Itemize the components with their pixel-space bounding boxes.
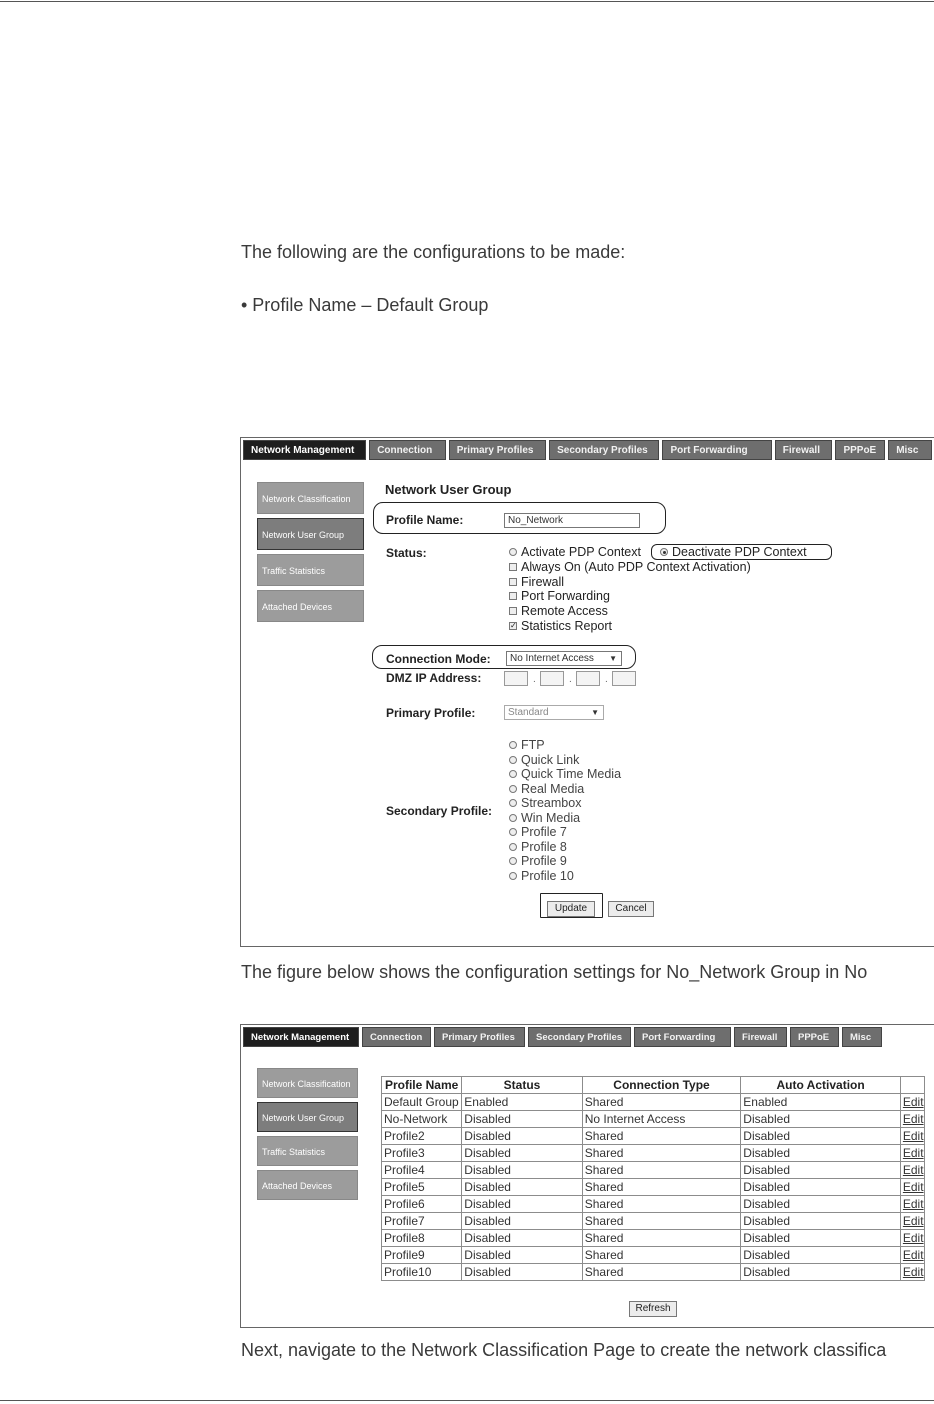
tab-bar xyxy=(243,1027,932,1047)
column-header: Auto Activation xyxy=(741,1077,901,1094)
table-cell: Profile5 xyxy=(382,1179,462,1196)
tab-firewall[interactable]: Firewall xyxy=(734,1027,787,1047)
primary-profile-select[interactable] xyxy=(504,705,604,720)
intro-text: The following are the configurations to be made: xyxy=(241,242,626,262)
edit-link[interactable]: Edit xyxy=(900,1264,924,1281)
table-cell: Disabled xyxy=(462,1247,582,1264)
tab-pppoe[interactable]: PPPoE xyxy=(790,1027,839,1047)
sidebar xyxy=(257,1068,358,1200)
next-text: Next, navigate to the Network Classification Page to create the network classifica xyxy=(241,1340,887,1360)
table-cell: Shared xyxy=(582,1128,741,1145)
sidebar xyxy=(257,482,364,622)
sidebar-item-traffic-statistics[interactable]: Traffic Statistics xyxy=(257,554,364,586)
edit-link[interactable]: Edit xyxy=(900,1196,924,1213)
table-cell: Profile9 xyxy=(382,1247,462,1264)
tab-port-forwarding[interactable]: Port Forwarding xyxy=(662,440,771,460)
dmz-dot-1: . xyxy=(533,674,536,685)
edit-link[interactable]: Edit xyxy=(900,1094,924,1111)
table-cell: Disabled xyxy=(462,1213,582,1230)
connection-mode-label: Connection Mode: xyxy=(386,652,491,666)
table-row xyxy=(382,1196,925,1213)
table-row xyxy=(382,1230,925,1247)
always-on-label: Always On (Auto PDP Context Activation) xyxy=(521,560,751,574)
edit-link[interactable]: Edit xyxy=(900,1145,924,1162)
table-cell: Shared xyxy=(582,1247,741,1264)
secondary-profile-8[interactable] xyxy=(509,840,567,854)
section-title: Network User Group xyxy=(385,482,512,497)
column-header: Connection Type xyxy=(582,1077,741,1094)
status-activate-option[interactable] xyxy=(509,545,641,559)
table-row xyxy=(382,1111,925,1128)
tab-secondary-profiles[interactable]: Secondary Profiles xyxy=(549,440,659,460)
table-cell: Shared xyxy=(582,1230,741,1247)
table-cell: Disabled xyxy=(462,1179,582,1196)
tab-connection[interactable]: Connection xyxy=(369,440,446,460)
table-row xyxy=(382,1179,925,1196)
table-row xyxy=(382,1247,925,1264)
dmz-label: DMZ IP Address: xyxy=(386,671,482,685)
dmz-dot-3: . xyxy=(605,674,608,685)
firewall-label: Firewall xyxy=(521,575,565,589)
table-cell: Enabled xyxy=(741,1094,901,1111)
dmz-octet-1[interactable] xyxy=(504,671,528,686)
quick-time-media-radio[interactable] xyxy=(509,770,517,778)
column-header: Status xyxy=(462,1077,582,1094)
profile-9-label: Profile 9 xyxy=(521,854,567,868)
figure-network-user-group-table xyxy=(240,1024,934,1328)
secondary-streambox[interactable] xyxy=(509,796,581,810)
table-cell: Disabled xyxy=(741,1111,901,1128)
status-deactivate-option[interactable] xyxy=(660,545,807,559)
table-cell: Shared xyxy=(582,1264,741,1281)
refresh-button[interactable]: Refresh xyxy=(629,1301,677,1317)
bottom-rule xyxy=(0,1400,934,1401)
table-cell: Disabled xyxy=(741,1145,901,1162)
table-cell: Disabled xyxy=(462,1196,582,1213)
tab-secondary-profiles[interactable]: Secondary Profiles xyxy=(528,1027,631,1047)
deactivate-radio[interactable] xyxy=(660,548,668,556)
table-cell: Disabled xyxy=(462,1264,582,1281)
streambox-label: Streambox xyxy=(521,796,582,810)
secondary-quick-link[interactable] xyxy=(509,753,579,767)
table-cell: No Internet Access xyxy=(582,1111,741,1128)
tab-primary-profiles[interactable]: Primary Profiles xyxy=(449,440,546,460)
table-cell: Shared xyxy=(582,1179,741,1196)
profile-name-label: Profile Name: xyxy=(386,513,464,527)
table-row xyxy=(382,1094,925,1111)
remote-access-checkbox[interactable] xyxy=(509,604,608,618)
table-cell: Profile8 xyxy=(382,1230,462,1247)
edit-link[interactable]: Edit xyxy=(900,1162,924,1179)
network-user-group-table xyxy=(381,1076,925,1281)
table-cell: Profile10 xyxy=(382,1264,462,1281)
quick-link-radio[interactable] xyxy=(509,756,517,764)
profile-7-label: Profile 7 xyxy=(521,825,567,839)
always-on-checkbox[interactable] xyxy=(509,560,751,574)
secondary-real-media[interactable] xyxy=(509,782,584,796)
table-row xyxy=(382,1264,925,1281)
firewall-checkbox[interactable] xyxy=(509,575,564,589)
tab-connection[interactable]: Connection xyxy=(362,1027,431,1047)
firewall-box[interactable] xyxy=(509,578,517,586)
table-cell: Profile7 xyxy=(382,1213,462,1230)
table-cell: No-Network xyxy=(382,1111,462,1128)
caption-text: The figure below shows the configuration settings for No_Network Group in No xyxy=(241,962,868,982)
table-cell: Profile3 xyxy=(382,1145,462,1162)
secondary-profile-7[interactable] xyxy=(509,825,567,839)
secondary-quick-time-media[interactable] xyxy=(509,767,621,781)
edit-link[interactable]: Edit xyxy=(900,1213,924,1230)
win-media-radio[interactable] xyxy=(509,814,517,822)
edit-link[interactable]: Edit xyxy=(900,1247,924,1264)
statistics-report-checkbox[interactable] xyxy=(509,619,612,633)
table-cell: Disabled xyxy=(741,1196,901,1213)
figure-network-user-group-form xyxy=(240,437,934,947)
update-button[interactable]: Update xyxy=(547,901,595,917)
sidebar-item-network-classification[interactable]: Network Classification xyxy=(257,1068,358,1098)
remote-access-label: Remote Access xyxy=(521,604,608,618)
edit-link[interactable]: Edit xyxy=(900,1230,924,1247)
table-cell: Shared xyxy=(582,1213,741,1230)
table-cell: Enabled xyxy=(462,1094,582,1111)
sidebar-item-attached-devices[interactable]: Attached Devices xyxy=(257,1170,358,1200)
table-cell: Shared xyxy=(582,1162,741,1179)
secondary-profile-10[interactable] xyxy=(509,869,574,883)
table-cell: Profile6 xyxy=(382,1196,462,1213)
secondary-profile-9[interactable] xyxy=(509,854,567,868)
top-rule xyxy=(0,1,934,2)
table-cell: Shared xyxy=(582,1196,741,1213)
secondary-ftp[interactable] xyxy=(509,738,545,752)
column-header-empty xyxy=(900,1077,924,1094)
statistics-report-label: Statistics Report xyxy=(521,619,613,633)
edit-link[interactable]: Edit xyxy=(900,1179,924,1196)
status-label: Status: xyxy=(386,546,427,560)
profile-8-radio[interactable] xyxy=(509,843,517,851)
table-cell: Shared xyxy=(582,1094,741,1111)
connection-mode-value: No Internet Access xyxy=(510,653,594,664)
tab-firewall[interactable]: Firewall xyxy=(775,440,833,460)
table-body xyxy=(382,1094,925,1281)
quick-time-media-label: Quick Time Media xyxy=(521,767,622,781)
remote-access-box[interactable] xyxy=(509,607,517,615)
dmz-octet-3[interactable] xyxy=(576,671,600,686)
table-cell: Disabled xyxy=(741,1162,901,1179)
table-cell: Disabled xyxy=(462,1128,582,1145)
bullet-text: • Profile Name – Default Group xyxy=(241,295,489,315)
sidebar-item-traffic-statistics[interactable]: Traffic Statistics xyxy=(257,1136,358,1166)
table-cell: Disabled xyxy=(741,1247,901,1264)
tab-network-management[interactable]: Network Management xyxy=(243,1027,359,1047)
table-cell: Disabled xyxy=(462,1145,582,1162)
tab-port-forwarding[interactable]: Port Forwarding xyxy=(634,1027,731,1047)
port-forwarding-checkbox[interactable] xyxy=(509,589,610,603)
profile-8-label: Profile 8 xyxy=(521,840,567,854)
dmz-dot-2: . xyxy=(569,674,572,685)
table-cell: Disabled xyxy=(741,1213,901,1230)
win-media-label: Win Media xyxy=(521,811,581,825)
dropdown-arrow-icon: ▼ xyxy=(609,654,617,663)
dropdown-arrow-icon: ▼ xyxy=(591,708,599,717)
table-row xyxy=(382,1145,925,1162)
dmz-octet-2[interactable] xyxy=(540,671,564,686)
activate-radio[interactable] xyxy=(509,548,517,556)
sidebar-item-network-classification[interactable]: Network Classification xyxy=(257,482,364,514)
table-cell: Profile4 xyxy=(382,1162,462,1179)
sidebar-item-network-user-group[interactable]: Network User Group xyxy=(257,1102,358,1132)
tab-misc[interactable]: Misc xyxy=(842,1027,882,1047)
cancel-button[interactable]: Cancel xyxy=(608,901,654,917)
table-cell: Disabled xyxy=(741,1128,901,1145)
port-forwarding-label: Port Forwarding xyxy=(521,589,610,603)
dmz-octet-4[interactable] xyxy=(612,671,636,686)
sidebar-item-network-user-group[interactable]: Network User Group xyxy=(257,518,364,550)
profile-9-radio[interactable] xyxy=(509,857,517,865)
sidebar-item-attached-devices[interactable]: Attached Devices xyxy=(257,590,364,622)
tab-primary-profiles[interactable]: Primary Profiles xyxy=(434,1027,525,1047)
table-row xyxy=(382,1128,925,1145)
table-cell: Disabled xyxy=(462,1111,582,1128)
table-cell: Shared xyxy=(582,1145,741,1162)
tab-bar xyxy=(243,440,932,460)
streambox-radio[interactable] xyxy=(509,799,517,807)
edit-link[interactable]: Edit xyxy=(900,1128,924,1145)
profile-7-radio[interactable] xyxy=(509,828,517,836)
tab-pppoe[interactable]: PPPoE xyxy=(835,440,885,460)
activate-label: Activate PDP Context xyxy=(521,545,641,559)
table-cell: Profile2 xyxy=(382,1128,462,1145)
table-cell: Disabled xyxy=(462,1162,582,1179)
table-row xyxy=(382,1162,925,1179)
real-media-label: Real Media xyxy=(521,782,585,796)
table-cell: Disabled xyxy=(741,1264,901,1281)
always-on-box[interactable] xyxy=(509,563,517,571)
edit-link[interactable]: Edit xyxy=(900,1111,924,1128)
table-header-row xyxy=(382,1077,925,1094)
secondary-profile-label: Secondary Profile: xyxy=(386,804,493,818)
real-media-radio[interactable] xyxy=(509,785,517,793)
table-row xyxy=(382,1213,925,1230)
table-cell: Disabled xyxy=(741,1179,901,1196)
table-cell: Disabled xyxy=(462,1230,582,1247)
connection-mode-select[interactable] xyxy=(506,651,622,666)
profile-name-input[interactable]: No_Network xyxy=(504,513,640,528)
profile-10-radio[interactable] xyxy=(509,872,517,880)
primary-profile-value: Standard xyxy=(508,707,549,718)
deactivate-label: Deactivate PDP Context xyxy=(672,545,807,559)
port-forwarding-box[interactable] xyxy=(509,592,517,600)
tab-network-management[interactable]: Network Management xyxy=(243,440,366,460)
column-header: Profile Name xyxy=(382,1077,462,1094)
ftp-label: FTP xyxy=(521,738,545,752)
ftp-radio[interactable] xyxy=(509,741,517,749)
table-cell: Disabled xyxy=(741,1230,901,1247)
profile-10-label: Profile 10 xyxy=(521,869,574,883)
primary-profile-label: Primary Profile: xyxy=(386,706,476,720)
secondary-win-media[interactable] xyxy=(509,811,580,825)
table-cell: Default Group xyxy=(382,1094,462,1111)
quick-link-label: Quick Link xyxy=(521,753,580,767)
tab-misc[interactable]: Misc xyxy=(888,440,932,460)
statistics-report-box[interactable]: ✓ xyxy=(510,621,517,630)
